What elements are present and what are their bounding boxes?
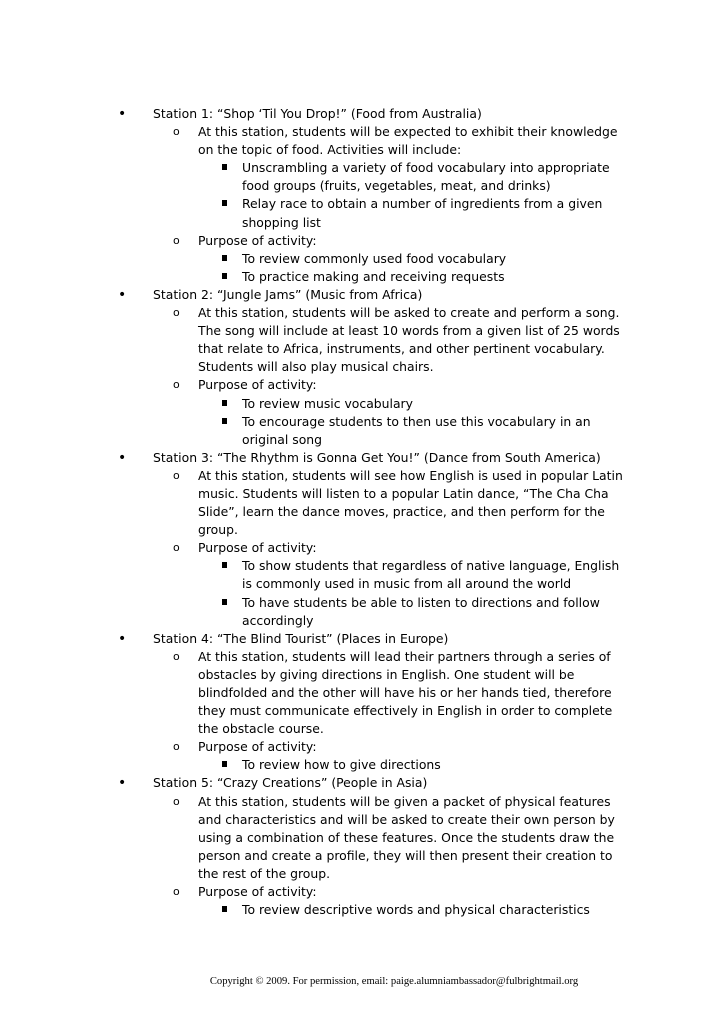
purpose-point (198, 901, 628, 919)
circle-bullet-icon: o (173, 541, 180, 555)
square-bullet-icon (222, 273, 227, 279)
bullet-icon: • (118, 106, 127, 122)
purpose-item (153, 883, 628, 919)
purpose-text: To review descriptive words and physical characteristics (242, 902, 590, 918)
activity-item (198, 195, 628, 231)
square-bullet-icon (222, 761, 227, 767)
purpose-item (153, 738, 628, 774)
activity-item (198, 159, 628, 195)
purpose-item (153, 376, 628, 448)
station-description: At this station, students will be expected to exhibit their knowledge on the topic of food. Activities will include: (198, 124, 618, 158)
activity-text: Relay race to obtain a number of ingredients from a given shopping list (242, 196, 603, 230)
circle-bullet-icon: o (173, 125, 180, 139)
purpose-text: To review music vocabulary (242, 395, 413, 411)
square-bullet-icon (222, 200, 227, 206)
copyright-footer: Copyright © 2009. For permission, email: paige.alumniambassador@fulbrightmail.org (209, 976, 579, 987)
purpose-label: Purpose of activity: (198, 739, 317, 755)
bullet-icon: • (118, 775, 127, 792)
purpose-point (198, 395, 628, 413)
station-list (118, 105, 628, 919)
purpose-label: Purpose of activity: (198, 377, 317, 393)
activity-text: Unscrambling a variety of food vocabulary into appropriate food groups (fruits, vegetables, meat, and drinks) (242, 160, 610, 194)
square-bullet-icon (222, 400, 227, 406)
circle-bullet-icon: o (173, 649, 180, 663)
square-bullet-icon (222, 599, 227, 605)
station-description-item (153, 304, 628, 376)
circle-bullet-icon: o (173, 885, 180, 899)
purpose-point (198, 250, 628, 268)
purpose-point (198, 413, 628, 449)
square-bullet-icon (222, 164, 227, 170)
station-description-item (153, 467, 628, 539)
purpose-label: Purpose of activity: (198, 232, 317, 248)
purpose-text: To review commonly used food vocabulary (242, 250, 507, 266)
station-item (118, 630, 628, 775)
bullet-icon: • (118, 630, 127, 647)
station-title: Station 2: “Jungle Jams” (Music from Africa) (153, 286, 423, 302)
purpose-point (198, 557, 628, 593)
purpose-item (153, 539, 628, 629)
bullet-icon: • (118, 286, 127, 303)
station-title: Station 3: “The Rhythm is Gonna Get You!” (Dance from South America) (153, 449, 601, 465)
station-description: At this station, students will see how English is used in popular Latin music. Students will listen to a popular Latin dance, “The Cha Cha Slide”, learn the dance moves, practice, and then perform for the group. (198, 467, 623, 538)
station-description: At this station, students will be given a packet of physical features and characteristics and will be asked to create their own person by using a combination of these features. Once the students draw the person and create a profile, they will then present their creation to the rest of the group. (198, 793, 615, 881)
station-description-item (153, 793, 628, 883)
station-description-item (153, 648, 628, 738)
square-bullet-icon (222, 418, 227, 424)
square-bullet-icon (222, 906, 227, 912)
circle-bullet-icon: o (173, 740, 180, 754)
station-description-item (153, 123, 628, 232)
station-item (118, 774, 628, 919)
station-title: Station 5: “Crazy Creations” (People in Asia) (153, 775, 428, 791)
station-description: At this station, students will lead their partners through a series of obstacles by giving directions in English. One student will be blindfolded and the other will have his or her hands tied, therefore they must communicate effectively in English in order to complete the obstacle course. (198, 648, 613, 737)
station-description: At this station, students will be asked to create and perform a song. The song will include at least 10 words from a given list of 25 words that relate to Africa, instruments, and other pertinent vocabulary. Students will also play musical chairs. (198, 305, 620, 375)
purpose-point (198, 756, 628, 774)
circle-bullet-icon: o (173, 306, 180, 320)
purpose-label: Purpose of activity: (198, 884, 317, 900)
bullet-icon: • (118, 449, 127, 466)
purpose-item (153, 232, 628, 286)
square-bullet-icon (222, 562, 227, 568)
purpose-text: To practice making and receiving requests (242, 268, 505, 284)
purpose-point (198, 594, 628, 630)
circle-bullet-icon: o (173, 378, 180, 392)
square-bullet-icon (222, 255, 227, 261)
station-item (118, 449, 628, 630)
purpose-text: To show students that regardless of native language, English is commonly used in music from all around the world (242, 558, 620, 592)
circle-bullet-icon: o (173, 233, 180, 247)
purpose-point (198, 268, 628, 286)
station-title: Station 4: “The Blind Tourist” (Places in Europe) (153, 630, 449, 646)
purpose-text: To encourage students to then use this vocabulary in an original song (242, 413, 591, 447)
circle-bullet-icon: o (173, 468, 180, 482)
purpose-text: To review how to give directions (242, 757, 441, 773)
circle-bullet-icon: o (173, 794, 180, 808)
station-item (118, 105, 628, 286)
station-title: Station 1: “Shop ‘Til You Drop!” (Food from Australia) (153, 106, 482, 121)
purpose-label: Purpose of activity: (198, 540, 317, 556)
purpose-text: To have students be able to listen to directions and follow accordingly (242, 594, 600, 628)
station-item (118, 286, 628, 449)
